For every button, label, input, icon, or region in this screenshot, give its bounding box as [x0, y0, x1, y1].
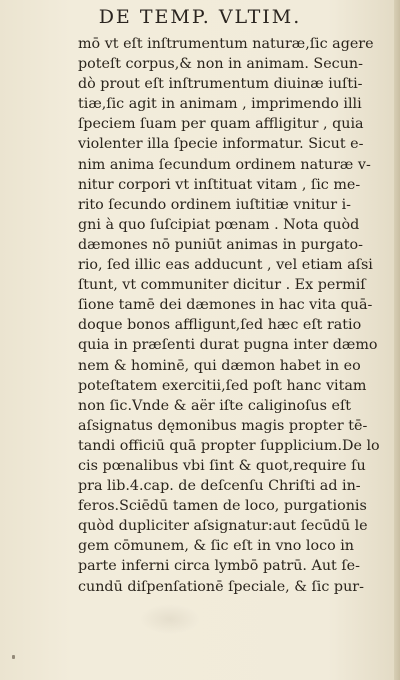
- text-line: violenter illa ſpecie informatur. Sicut e-: [78, 136, 364, 153]
- text-line: cis pœnalibus vbi ſint & quot,require ſu: [78, 457, 366, 474]
- text-line: feros.Sciēdū tamen de loco, purgationis: [78, 498, 367, 515]
- text-line: poteſt corpus,& non in animam. Secun-: [78, 56, 363, 73]
- text-line: nitur corpori vt inſtituat vitam , ſic me-: [78, 176, 361, 193]
- text-line: rio, ſed illic eas adducunt , vel etiam aſsi: [78, 257, 373, 274]
- text-block: [78, 34, 400, 597]
- show-through-stain: [140, 604, 200, 634]
- text-line: nim anima ſecundum ordinem naturæ v-: [78, 156, 371, 173]
- text-line: poteſtatem exercitii,ſed poſt hanc vitam: [78, 377, 367, 394]
- text-line: mō vt eſt inſtrumentum naturæ,ſic agere: [78, 36, 374, 52]
- text-line: quòd dupliciter aſsignatur:aut ſecūdū le: [78, 518, 368, 535]
- text-line: dæmones nō puniūt animas in purgato-: [78, 236, 363, 253]
- text-line: aſsignatus dęmonibus magis propter tē-: [78, 417, 368, 434]
- text-line: gni à quo ſuſcipiat pœnam . Nota quòd: [78, 216, 360, 233]
- text-line: non ſic.Vnde & aër iſte caliginoſus eſt: [78, 397, 352, 414]
- text-line: nem & hominē, qui dæmon habet in eo: [78, 357, 361, 374]
- text-line: rito ſecundo ordinem iuſtitiæ vnitur i-: [78, 196, 352, 213]
- paper-speck: [12, 655, 15, 659]
- text-line: ſpeciem ſuam per quam affligitur , quia: [78, 116, 364, 133]
- text-line: tandi officiū quā propter ſupplicium.De lo: [78, 437, 380, 454]
- text-line: dò prout eſt inſtrumentum diuinæ iuſti-: [78, 76, 363, 93]
- text-line: parte inferni circa lymbō patrū. Aut ſe-: [78, 558, 360, 575]
- text-line: pra lib.4.cap. de deſcenſu Chriſti ad in-: [78, 478, 361, 495]
- text-line: doque bonos affligunt,ſed hæc eſt ratio: [78, 317, 362, 334]
- text-line: ſtunt, vt communiter dicitur . Ex permiſ: [78, 277, 366, 294]
- text-line: cundū diſpenſationē ſpeciale, & ſic pur-: [78, 578, 364, 595]
- text-line: ſione tamē dei dæmones in hac vita quā-: [78, 297, 373, 314]
- text-line: tiæ,ſic agit in animam , imprimendo illi: [78, 96, 362, 113]
- text-line: gem cōmunem, & ſic eſt in vno loco in: [78, 538, 355, 555]
- text-line: quia in præſenti durat pugna inter dæmo: [78, 337, 378, 354]
- running-head: DE TEMP. VLTIM.: [98, 6, 302, 28]
